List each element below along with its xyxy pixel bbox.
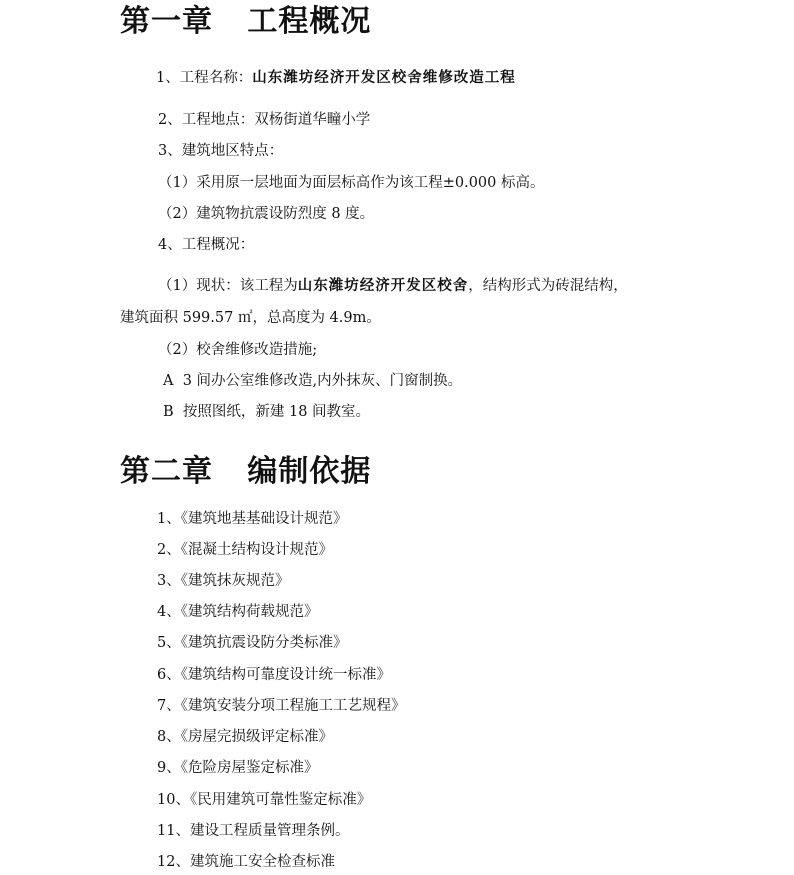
reference-item: 6、《建筑结构可靠度设计统一标准》 <box>157 667 391 683</box>
project-location: 2、工程地点：双杨街道华疃小学 <box>158 112 371 128</box>
overview-heading: 4、工程概况： <box>158 237 255 253</box>
site-features-heading: 3、建筑地区特点： <box>158 143 284 159</box>
site-feature-1: （1）采用原一层地面为面层标高作为该工程±0.000 标高。 <box>158 175 545 191</box>
reference-item: 3、《建筑抹灰规范》 <box>157 573 290 589</box>
reference-item: 7、《建筑安装分项工程施工工艺规程》 <box>157 698 406 714</box>
status-line-continued: 建筑面积 599.57 ㎡，总高度为 4.9m。 <box>120 310 381 326</box>
reference-item: 8、《房屋完损级评定标准》 <box>157 729 333 745</box>
reference-item: 9、《危险房屋鉴定标准》 <box>157 760 319 776</box>
reference-item: 4、《建筑结构荷载规范》 <box>157 604 319 620</box>
status-prefix: （1）现状：该工程为 <box>158 278 298 294</box>
project-name-label: 1、工程名称： <box>156 70 253 86</box>
reference-item: 5、《建筑抗震设防分类标准》 <box>157 635 348 651</box>
project-name-line <box>156 66 516 87</box>
reference-item: 12、建筑施工安全检查标准 <box>157 854 335 870</box>
status-line <box>158 274 628 295</box>
status-school-name: 山东潍坊经济开发区校舍 <box>297 277 469 294</box>
measure-b: B 按照图纸，新建 18 间教室。 <box>163 404 371 420</box>
reference-item: 10、《民用建筑可靠性鉴定标准》 <box>157 792 372 808</box>
chapter-2-title: 第二章 编制依据 <box>120 454 372 489</box>
measures-heading: （2）校舍维修改造措施; <box>158 342 318 358</box>
reference-item: 1、《建筑地基基础设计规范》 <box>157 511 348 527</box>
chapter-1-title: 第一章 工程概况 <box>120 4 372 39</box>
reference-item: 11、建设工程质量管理条例。 <box>157 823 350 839</box>
project-name-value: 山东潍坊经济开发区校舍维修改造工程 <box>252 69 516 86</box>
site-feature-2: （2）建筑物抗震设防烈度 8 度。 <box>158 206 375 222</box>
measure-a: A 3 间办公室维修改造,内外抹灰、门窗制换。 <box>163 373 463 389</box>
reference-item: 2、《混凝土结构设计规范》 <box>157 542 333 558</box>
status-suffix: ，结构形式为砖混结构， <box>468 278 628 294</box>
